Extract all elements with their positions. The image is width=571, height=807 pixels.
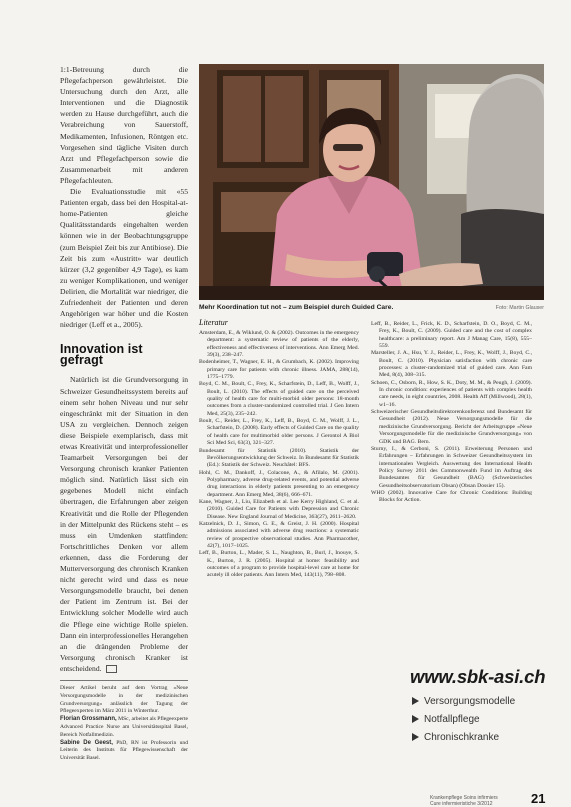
body-paragraph bbox=[60, 374, 188, 674]
body-paragraph: Die Evaluationsstudie mit «55 Patienten ergab, dass bei den Hospital-at-home-Patienten gleiche Qualitätsstandards eingehalten werden können wie in der Beobachtungsgruppe (zum Beispiel Zeit bis zur Antibiose). Die Zeit bis zum «Austritt» war deutlich kürzer (3,2 gegenüber 4,9 Tage), es kam zu weniger Komplikationen, und weniger Delirien, die Mortalität war niedriger, die Zufriedenheit der Patienten und deren Angehörigen war höher und die Kosten niedriger (Leff et a., 2005). bbox=[60, 187, 188, 330]
author-note-text: PhD, RN ist Professorin und Leiterin des Instituts für Pflegewissenschaft der Universität Basel. bbox=[60, 739, 188, 762]
body-paragraph-text: Natürlich ist die Grundversorgung in Schweizer Gesundheitssystem bereits auf einem sehr hohen Niveau und nur sehr eingeschränkt mit der Situation in den USA zu vergleichen. Dennoch zeigen diese Beispiele exemplarisch, dass mit etwas Kreativität und interprofessioneller Teamarbeit Versorgungen bei der Versorgung chronisch kranker Patienten möglich sind. Natürlich lässt sich ein gegebenes Modell nicht einfach übertragen, die Erfahrungen aber zeigen Kreativität und die Rolle der Pflegenden in der Mittelpunkt des Rückens steht – es muss ein Umdenken stattfinden: Fortschrittliches Denken vor allem erkennen, dass die Forderung der Mutterversorgung des chronisch Kranken nicht gerecht wird und dass es neue Versorgungsmodelle braucht, bei denen der Patient im Zentrum ist. Bei der Entwicklung solcher Modelle wird auch die Pflege eine wichtige Rolle spielen. Dann ein interprofessionelles Herangehen an die drängenden Probleme der Versorgung chronisch Kranker ist entscheidend. bbox=[60, 375, 188, 673]
photo-caption-area bbox=[199, 304, 544, 311]
literature-column-left bbox=[199, 330, 359, 580]
related-link-label: Chronischkranke bbox=[424, 731, 500, 743]
reference-entry: Schoen, C., Osborn, R., How, S. K., Doty, M. M., & Peugh, J. (2009). In chronic condition: experiences of patients with complex health care needs, in eight countries, 2008. Health Aff (Millwood), 28(1), w1–16. bbox=[371, 379, 532, 408]
author-name: Sabine De Geest, bbox=[60, 739, 113, 746]
website-url-link[interactable]: www.sbk-asi.ch bbox=[410, 666, 546, 687]
journal-footer bbox=[430, 795, 498, 807]
page-number: 21 bbox=[531, 791, 546, 806]
author-note bbox=[60, 716, 188, 739]
arrow-right-icon bbox=[412, 715, 419, 723]
reference-entry: Boult, C., Reider, L., Frey, K., Leff, B., Boyd, C. M., Wolff, J. L., Scharfstein, D. (2008). Early effects of Guided Care on the quality of health care for multimorbid older persons. J Gerontol A Biol Sci Med Sci, 63(3), 321–327. bbox=[199, 418, 359, 447]
related-link-chronischkranke[interactable] bbox=[412, 729, 515, 745]
photo-caption: Mehr Koordination tut not – zum Beispiel durch Guided Care. bbox=[199, 304, 394, 311]
related-link-notfallpflege[interactable] bbox=[412, 711, 515, 727]
divider bbox=[60, 680, 188, 681]
reference-entry: Schweizerischer Gesundheitsdirektorenkonferenz und Bundesamt für Gesundheit (2012). Neue Versorgungsmodelle für die medizinische Grundversorgung. Bericht der Arbeitsgruppe «Neue Versorgungsmodelle für die medizinische Grundversorgung» von GDK und BAG. Bern. bbox=[371, 409, 532, 445]
author-name: Florian Grossmann, bbox=[60, 716, 117, 723]
reference-entry: Marsteller, J. A., Hsu, Y. J., Reider, L., Frey, K., Wolff, J., Boyd, C., Boult, C. (2010). Physician satisfaction with chronic care processes: a cluster-randomized trial of guided care. Ann Fam Med, 8(4), 308–315. bbox=[371, 350, 532, 379]
journal-issue: Cure infermieristiche 3/2012 bbox=[430, 801, 493, 807]
reference-entry: Katzelnick, D. J., Simon, G. E., & Greist, J. H. (2000). Hospital admissions associated with adverse drug reactions: a systematic review of prospective observational studies. Ann Pharmacother, 42(7), 1017–1025. bbox=[199, 520, 359, 549]
article-photo bbox=[199, 64, 544, 300]
reference-entry: Boyd, C. M., Boult, C., Frey, K., Scharfstein, D., Leff, B., Wolff, J., Boult, L. (2010). The effects of guided care on the perceived quality of health care for multi-morbid older persons: 18-month outcomes from a cluster-randomized controlled trial. J Gen Intern Med, 25(3), 235–242. bbox=[199, 381, 359, 417]
author-note-text: MSc, arbeitet als Pflegeexperte Advanced Practice Nurse am Universitätsspital Basel, Bereich Notfallmedizin. bbox=[60, 716, 188, 738]
reference-entry: WHO (2002). Innovative Care for Chronic Conditions: Building Blocks for Action. bbox=[371, 489, 532, 504]
author-note-text: Dieser Artikel beruht auf dem Vortrag «Neue Versorgungsmodelle in der medizinischen Grundversorgung» anlässlich der Tagung der Pflegeexperten im März 2011 in Winterthur. bbox=[60, 684, 188, 715]
reference-entry: Leff, B., Reider, L., Frick, K. D., Scharfstein, D. O., Boyd, C. M., Frey, K., Boult, C. (2009). Guided care and the cost of complex healthcare: a preliminary report. Am J Manag Care, 15(8), 555–559. bbox=[371, 321, 532, 350]
reference-entry: Leff, B., Burton, L., Mader, S. L., Naughton, B., Burl, J., Inouye, S. K., Burton, J. R. (2005). Hospital at home: feasibility and outcomes of a program to provide hospital-level care at home for acutely ill older patients. Ann Intern Med, 143(11), 798–808. bbox=[199, 550, 359, 579]
reference-entry: Kane, Wagner, J., Liu, Elizabeth et al. Lee Kerry Highland, C. et al. (2010). Guided Care for Patients with Depression and Chronic Disease. New England Journal of Medicine, 363(27), 2611–2620. bbox=[199, 498, 359, 520]
literature-column-right bbox=[371, 321, 532, 505]
related-link-label: Versorgungsmodelle bbox=[424, 695, 516, 707]
journal-name: Krankenpflege Soins infirmiers bbox=[430, 795, 498, 801]
arrow-right-icon bbox=[412, 697, 419, 705]
arrow-right-icon bbox=[412, 733, 419, 741]
section-heading: Innovation ist gefragt bbox=[60, 342, 143, 368]
body-paragraph: 1:1-Betreuung durch die Pflegefachperson gewährleistet. Die Untersuchung durch den Arzt, alle Interventionen und die Diagnostik werden zu Hause durchgeführt, auch die Verabreichung von Sauerstoff, Medikamenten, Infusionen, Röntgen etc. Vorgesehen sind tägliche Visiten durch Arzt und Pflegefachperson sowie die Zusammenarbeit mit anderen Pflegefachleuten. bbox=[60, 65, 188, 185]
literature-heading: Literatur bbox=[199, 318, 228, 327]
left-text-column bbox=[60, 64, 188, 763]
related-link-versorgungsmodelle[interactable] bbox=[412, 693, 515, 709]
author-note bbox=[60, 740, 188, 763]
reference-entry: Hohl, C. M., Dankoff, J., Colacone, A., & Afilalo, M. (2001). Polypharmacy, adverse drug-related events, and potential adverse drug interactions in elderly patients presenting to an emergency department. Ann Emerg Med, 38(6), 666–671. bbox=[199, 469, 359, 498]
related-links-list bbox=[412, 693, 515, 747]
related-link-label: Notfallpflege bbox=[424, 713, 480, 725]
nurse-measuring-blood-pressure-illustration bbox=[199, 64, 544, 300]
reference-entry: Bundesamt für Statistik (2010). Statistik der Bevölkerungsentwicklung der Schweiz. In Bundesamt für Statistik (Ed.): Statistik der Schweiz. Neuchâtel: BFS. bbox=[199, 447, 359, 469]
end-mark-icon bbox=[106, 665, 117, 673]
reference-entry: Amsterdam, E., & Wiklund, O. & (2002). Outcomes in the emergency department: a systematic review of patients of the elderly, effectiveness and effectiveness of interventions. Ann Emerg Med. 39(3), 238–247. bbox=[199, 330, 359, 359]
photo-credit: Foto: Martin Glauser bbox=[495, 305, 544, 311]
reference-entry: Bodenheimer, T., Wagner, E. H., & Grumbach, K. (2002). Improving primary care for patients with chronic illness. JAMA, 288(14), 1775–1779. bbox=[199, 359, 359, 381]
reference-entry: Sturny, I., & Cerboni, S. (2011). Erweiterung Personen und Erfahrungen – Erfahrungen in Schweizer Gesundheitssystem im internationalen Vergleich. Auswertung des International Health Policy Survey 2011 des Commonwealth Fund im Auftrag des Bundesamtes für Gesundheit (BAG) (Schweizerisches Gesundheitsobservatorium Obsan) (Obsan Dossier 15). bbox=[371, 445, 532, 489]
author-note bbox=[60, 685, 188, 716]
